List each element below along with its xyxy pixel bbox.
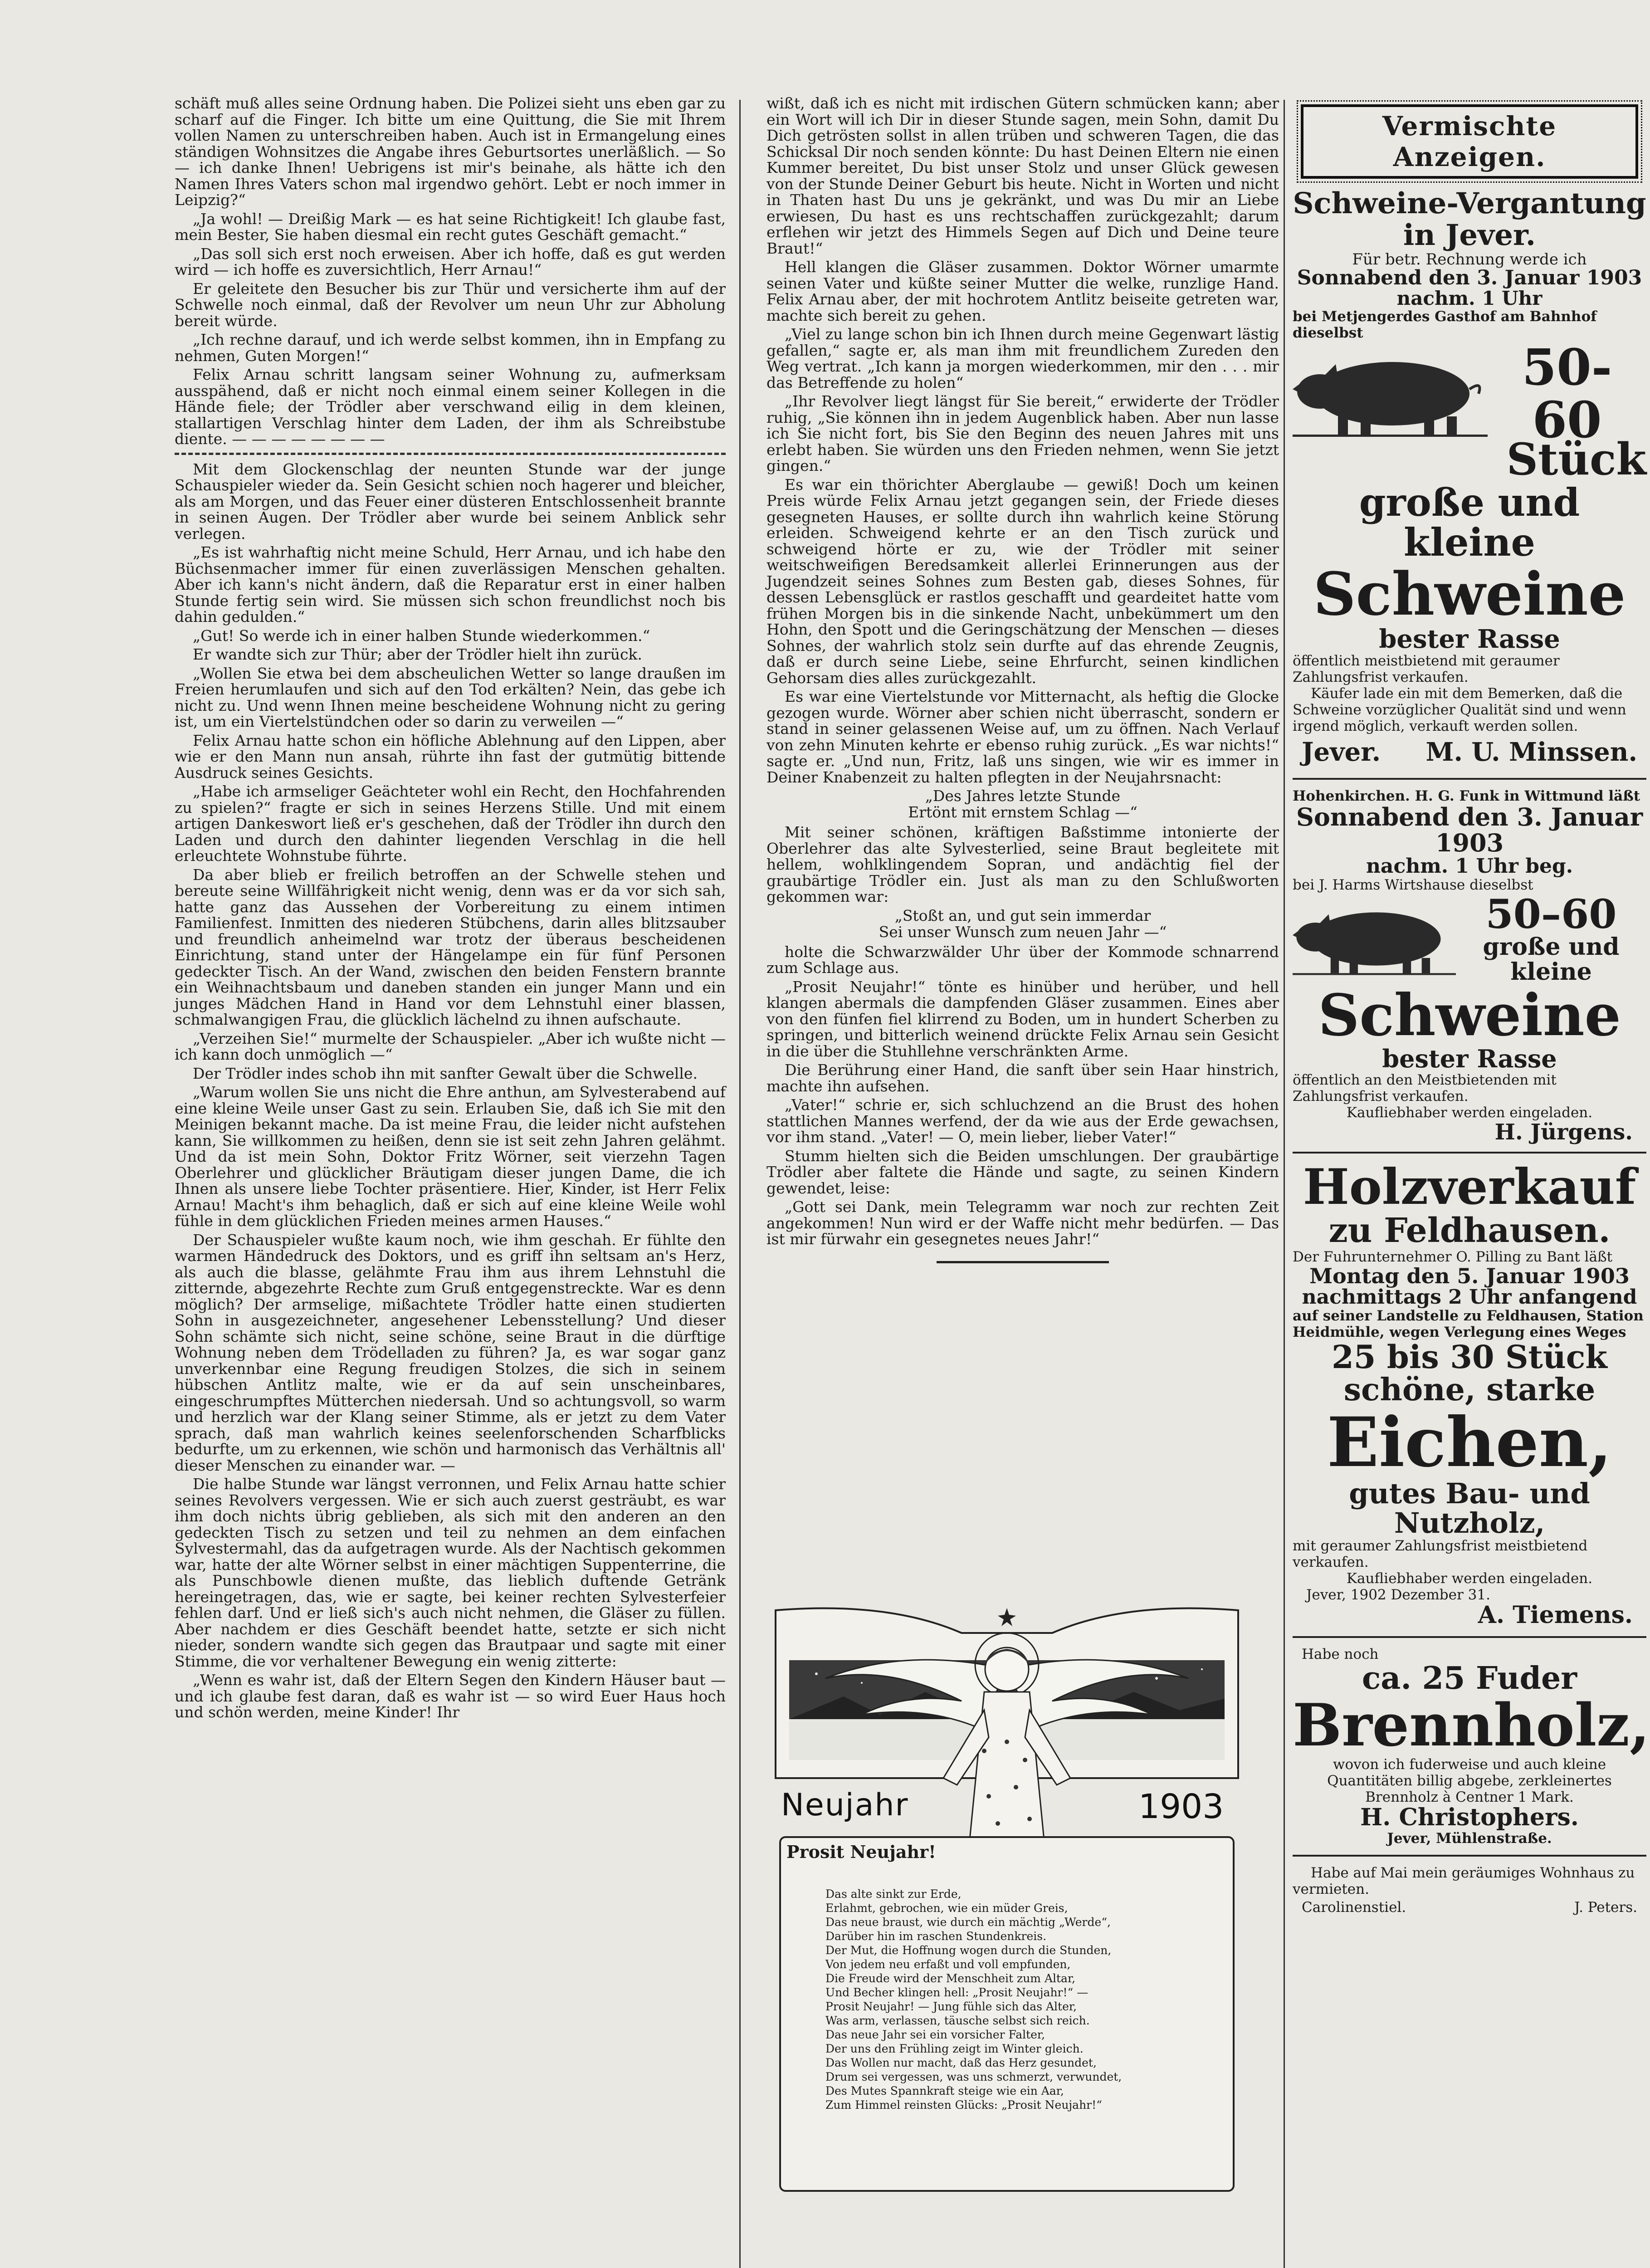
column-rule-1 [739, 100, 741, 2268]
ad2-time: nachm. 1 Uhr beg. [1366, 854, 1573, 878]
year-label-left: Neujahr [781, 1787, 909, 1823]
section-title: Vermischte Anzeigen. [1301, 104, 1638, 179]
ad3-desc: schöne, starke [1343, 1371, 1596, 1408]
year-label-right: 1903 [1138, 1787, 1224, 1826]
ad2-big-word: Schweine [1318, 982, 1621, 1049]
ad3-quality: gutes Bau- und Nutzholz, [1349, 1476, 1590, 1540]
ad-schweine-hohenkirchen [1293, 788, 1646, 1144]
ad-holzverkauf [1293, 1158, 1646, 1629]
poem-line: Von jedem neu erfaßt und voll empfunden, [825, 1958, 1071, 1971]
paragraph: Mit dem Glockenschlag der neunten Stunde war der junge Schauspieler wieder da. Sein Gesicht schien noch hagerer und bleicher, als am Morgen, und das Feuer einer düsteren Entschlossenheit brannte in seinen Augen. Der Trödler aber wurde bei seinem Anblick sehr verlegen. [175, 460, 726, 543]
newspaper-page [86, 77, 1650, 2268]
paragraph: schäft muß alles seine Ordnung haben. Die Polizei sieht uns eben gar zu scharf auf die Finger. Ich bitte um eine Quittung, die Sie mit Ihrem vollen Namen zu unterschreiben haben. Auch ist in Ermangelung eines ständigen Wohnsitzes die Angabe ihres Geburtsortes unerläßlich. — So — ich danke Ihnen! Uebrigens ist mir's beinahe, als hätte ich den Namen Ihres Vaters schon mal irgendwo gehört. Lebt er noch immer in Leipzig?“ [175, 94, 726, 209]
poem-text [825, 1887, 1225, 2112]
paragraph: Die halbe Stunde war längst verronnen, und Felix Arnau hatte schier seines Revolvers vergessen. Wie er sich auch zuerst gesträubt, es war ihm doch nichts übrig geblieben, als sich mit den anderen an den gedeckten Tisch zu setzen und teil zu nehmen an dem einfachen Sylvestermahl, das da aufgetragen wurde. Als der Nachtisch gekommen war, hatte der alte Wörner selbst in einer mächtigen Suppenterrine, die als Punschbowle dienen mußte, das lieblich duftende Getränk hereingetragen, das, wie er sagte, bei keiner rechten Sylvesterfeier fehlen darf. Und er ließ sich's auch nicht nehmen, die Gläser zu füllen. Aber nachdem er dies Geschäft beendet hatte, setzte er sich nicht nieder, sondern wandte sich gegen das Brautpaar und sagte mit einer Stimme, die vor verhaltener Bewegung ein wenig zitterte: [175, 1475, 726, 1670]
section-break [175, 453, 726, 455]
paragraph: „Vater!“ schrie er, sich schluchzend an die Brust des hohen stattlichen Mannes werfend, der da wie aus der Erde gewachsen, vor ihm stand. „Vater! — O, mein lieber, lieber Vater!“ [766, 1096, 1279, 1146]
ad4-intro: Habe noch [1302, 1646, 1379, 1662]
paragraph: „Habe ich armseliger Geächteter wohl ein Recht, den Hochfahrenden zu spielen?“ fragte er sich in seines Herzens Stille. Und mit einem artigen Dankeswort ließ er's geschehen, daß der Trödler ihn durch den Laden und durch den dahinter liegenden Verschlag in die hell erleuchtete Wohnstube führte. [175, 782, 726, 865]
verse-1 [766, 788, 1279, 821]
ad4-body: wovon ich fuderweise und auch kleine Quantitäten billig abgebe, zerkleinertes Brennholz à Centner 1 Mark. [1327, 1756, 1612, 1806]
paragraph: Mit seiner schönen, kräftigen Baßstimme intonierte der Oberlehrer das alte Sylvesterlied, seine Braut begleitete mit hellem, wohlklingendem Sopran, und andächtig fiel der graubärtige Trödler ein. Just als man zu den Schlußworten gekommen war: [766, 823, 1279, 905]
ad1-stueck: Stück [1506, 434, 1646, 485]
paragraph: „Warum wollen Sie uns nicht die Ehre anthun, am Sylvesterabend auf eine kleine Weile unser Gast zu sein. Erlauben Sie, daß ich Sie mit den Meinigen bekannt mache. Da ist meine Frau, die leider nicht aufstehen kann, Sie willkommen zu heißen, denn sie ist seit zehn Jahren gelähmt. Und da ist mein Sohn, Doktor Fritz Wörner, seit vierzehn Tagen Oberlehrer und glücklicher Bräutigam dieser jungen Dame, die ich Ihnen als unsere liebe Tochter präsentiere. Hier, Kinder, ist Herr Felix Arnau! Macht's ihm behaglich, daß er sich auf eine kleine Weile wohl fühle in dem glücklichen Frieden meines armen Hauses.“ [175, 1083, 726, 1230]
paragraph: Er geleitete den Besucher bis zur Thür und versicherte ihm auf der Schwelle noch einmal, daß der Revolver um neun Uhr zur Abholung bereit würde. [175, 279, 726, 330]
ad-divider [1293, 1636, 1646, 1638]
poem-line: Das Wollen nur macht, daß das Herz gesundet, [825, 2056, 1097, 2069]
ad2-pig-row [1293, 890, 1646, 986]
paragraph: „Prosit Neujahr!“ tönte es hinüber und herüber, und hell klangen abermals die dampfenden Gläser zusammen. Eines aber von den fünfen fiel klirrend zu Boden, um in hundert Scherben zu springen, und bitterlich weinend drückte Felix Arnau sein Gesicht in die über die Stuhllehne verschränkten Arme. [766, 978, 1279, 1060]
separator-rule [937, 1261, 1109, 1263]
article-column-2 [766, 94, 1279, 1248]
ad5-footer [1293, 1897, 1646, 1917]
poem-line: Des Mutes Spannkraft steige wie ein Aar, [825, 2084, 1064, 2097]
ad3-place: auf seiner Landstelle zu Feldhausen, Station Heidmühle, wegen Verlegung eines Weges [1293, 1308, 1644, 1341]
ad2-header: Hohenkirchen. H. G. Funk in Wittmund läßt [1293, 788, 1640, 805]
ad1-rasse: bester Rasse [1379, 624, 1560, 655]
ad3-subtitle: zu Feldhausen. [1328, 1211, 1611, 1250]
ad-schweine-jever [1293, 188, 1646, 770]
poem-line: Darüber hin im raschen Stundenkreis. [825, 1930, 1047, 1943]
poem-line: Erlahmt, gebrochen, wie ein müder Greis, [825, 1901, 1068, 1915]
verse-1-line-2: Ertönt mit ernstem Schlag —“ [908, 803, 1137, 821]
ad3-body-2: Kaufliebhaber werden eingeladen. [1346, 1570, 1593, 1587]
ad2-desc: große und kleine [1483, 933, 1620, 986]
ad4-address: Jever, Mühlenstraße. [1387, 1830, 1552, 1847]
paragraph: „Gut! So werde ich in einer halben Stunde wiederkommen.“ [193, 626, 650, 645]
ad1-pig-row [1293, 338, 1646, 449]
paragraph: „Ja wohl! — Dreißig Mark — es hat seine Richtigkeit! Ich glaube fast, mein Bester, Sie haben diesmal ein recht gutes Geschäft gemacht.“ [175, 210, 726, 244]
article-column-1 [175, 95, 726, 2268]
pig-icon [1293, 351, 1488, 437]
poem-line: Und Becher klingen hell: „Prosit Neujahr!“ — [825, 1986, 1089, 1999]
paragraph: wißt, daß ich es nicht mit irdischen Gütern schmücken kann; aber ein Wort will ich Dir in dieser Stunde sagen, mein Sohn, damit Du Dich getrösten sollst in allen trüben und schweren Tagen, die das Schicksal Dir noch senden könnte: Du hast Deinen Eltern nie einen Kummer bereitet, Du bist unser Stolz und unser Glück gewesen von der Stunde Deiner Geburt bis heute. Nicht in Worten und nicht in Thaten hast Du uns je gekränkt, und was Du mir an Liebe erwiesen, Du hast es uns rechtschaffen zurückgezahlt; darum erflehen wir jetzt des Himmels Segen auf Dich und Deine teure Braut!“ [766, 94, 1279, 257]
new-year-illustration [771, 1606, 1243, 2195]
poem-line: Zum Himmel reinsten Glücks: „Prosit Neujahr!“ [825, 2098, 1102, 2112]
ad1-big-word: Schweine [1313, 559, 1626, 629]
poem-box [780, 1837, 1234, 2191]
paragraph: Es war eine Viertelstunde vor Mitternacht, als heftig die Glocke gezogen wurde. Wörner aber schien nicht überrascht, sondern er stand in seiner gelassenen Weise auf, um zu öffnen. Nach Verlauf von zehn Minuten kehrte er ebenso ruhig zurück. „Es war nichts!“ sagte er. „Und nun, Fritz, laß uns singen, wie wir es immer in Deiner Knabenzeit zu halten pflegten in der Neujahrsnacht: [766, 688, 1279, 786]
paragraph: „Wenn es wahr ist, daß der Eltern Segen den Kindern Häuser baut — und ich glaube fest daran, daß es wahr ist — so wird Euer Haus hoch und schön werden, meine Kinder! Ihr [175, 1671, 726, 1721]
paragraph: Er wandte sich zur Thür; aber der Trödler hielt ihn zurück. [193, 645, 642, 663]
article-part-c [766, 944, 1279, 1247]
ad2-place: bei J. Harms Wirtshause dieselbst [1293, 876, 1533, 893]
paragraph: „Viel zu lange schon bin ich Ihnen durch meine Gegenwart lästig gefallen,“ sagte er, als man ihm mit freundlichem Zureden den Weg vertrat. „Ich kann ja morgen wiederkommen, mir den . . . mir das Betreffende zu holen“ [766, 325, 1279, 391]
ad5-place: Carolinenstiel. [1302, 1899, 1406, 1916]
ad1-sign-place: Jever. [1302, 737, 1381, 767]
ad3-body: mit geraumer Zahlungsfrist meistbietend verkaufen. [1293, 1538, 1588, 1571]
paragraph: holte die Schwarzwälder Uhr über der Kommode schnarrend zum Schlage aus. [766, 943, 1279, 977]
paragraph: Felix Arnau schritt langsam seiner Wohnung zu, aufmerksam ausspähend, daß er nicht noch einmal einem seiner Kollegen in die Hände fiele; der Trödler aber verschwand eilig in dem kleinen, stallartigen Verschlag hinter dem Laden, der ihm als Schreibstube diente. — — — — — — — — [175, 366, 726, 448]
paragraph: Es war ein thörichter Aberglaube — gewiß! Doch um keinen Preis würde Felix Arnau jetzt gegangen sein, der Friede dieses gesegneten Hauses, er sollte durch ihn wahrlich keine Störung erleiden. Schweigend kehrte er an den Tisch zurück und schweigend hörte er zu, wie der Trödler mit seiner weitschweifigen Beredsamkeit allerlei Erinnerungen aus der Jugendzeit seines Sohnes zum Besten gab, dieses Sohnes, für dessen Lebensglück er rastlos geschafft und geardeitet hatte vom frühen Morgen bis in die sinkende Nacht, unbekümmert um den Hohn, den Spott und die Geringschätzung der Menschen — dieses Sohnes, der wahrlich stolz sein durfte auf das ehrende Zeugnis, daß er durch seine Liebe, seine Ehrfurcht, seinen kindlichen Gehorsam dies alles zurückgezahlt. [766, 475, 1279, 687]
poem-line: Das neue braust, wie durch ein mächtig „Werde“, [825, 1916, 1111, 1929]
ad1-count: 50-60 [1522, 338, 1612, 449]
article-part-a [766, 95, 1279, 785]
verse-1-line-1: „Des Jahres letzte Stunde [925, 787, 1121, 805]
ad1-place: bei Metjengerdes Gasthof am Bahnhof dieselbst [1293, 308, 1597, 342]
ad1-time: nachm. 1 Uhr [1396, 287, 1543, 310]
ad1-signature [1293, 734, 1646, 770]
ad-divider [1293, 778, 1646, 780]
paragraph: Der Schauspieler wußte kaum noch, wie ihm geschah. Er fühlte den warmen Händedruck des Doktors, und es griff ihn seltsam an's Herz, als auch die blasse, gelähmte Frau ihm aus ihrem Lehnstuhl die zitternde, abgezehrte Rechte zum Gruß entgegenstreckte. War es denn möglich? Der armselige, mißachtete Trödler hatte einen studierten Sohn in ausgezeichneter, angesehener Lebensstellung? Und dieser Sohn schämte sich nicht, seine schöne, seine Braut in die dürftige Wohnung neben dem Trödelladen zu führen? Ja, es war sogar ganz unverkennbar eine Regung freudigen Stolzes, die sich in seinem hübschen Antlitz malte, wie er da auf sein unscheinbares, eingeschrumpftes Mütterchen niedersah. Und so achtungsvoll, so warm und herzlich war der Klang seiner Stimme, als er jetzt zu dem Vater sprach, daß man wahrlich keines seelenforschenden Scharfblicks bedurfte, um zu erkennen, wie schön und harmonisch das Verhältnis all' dieser Menschen zu einander war. — [175, 1231, 726, 1474]
paragraph: „Es ist wahrhaftig nicht meine Schuld, Herr Arnau, und ich habe den Büchsenmacher immer für einen zuverlässigen Menschen gehalten. Aber ich kann's nicht ändern, daß die Reparatur erst in einer halben Stunde fertig sein wird. Sie müssen sich schon freundlichst noch bis dahin gedulden.“ [175, 543, 726, 626]
paragraph: Felix Arnau hatte schon ein höfliche Ablehnung auf den Lippen, aber wie er den Mann nun ansah, rührte ihn fast der gutmütig bittende Ausdruck seines Gesichts. [175, 731, 726, 782]
ad3-date: Montag den 5. Januar 1903 [1309, 1263, 1630, 1288]
ad2-count: 50–60 [1485, 890, 1617, 938]
ad-divider [1293, 1152, 1646, 1154]
paragraph: Da aber blieb er freilich betroffen an der Schwelle stehen und bereute seine Willfährigkeit nicht wenig, denn was er da vor sich sah, hatte ganz das Aussehen der Vorbereitung zu einem intimen Familienfest. Inmitten des niederen Stübchens, darin alles blitzsauber und freundlich anheimelnd war trotz der überaus bescheidenen Einrichtung, stand unter der Hängelampe ein für fünf Personen gedeckter Tisch. An der Wand, zwischen den beiden Fenstern brannte ein Weihnachtsbaum und daneben standen ein junger Mann und ein junges Mädchen Hand in Hand vor dem Lehnstuhl einer blassen, schmalwangigen Frau, die glücklich lächelnd zu ihnen aufschaute. [175, 865, 726, 1028]
poem-line: Drum sei vergessen, was uns schmerzt, verwundet, [825, 2070, 1122, 2083]
ad3-intro: Der Fuhrunternehmer O. Pilling zu Bant läßt [1293, 1248, 1613, 1265]
ad3-title: Holzverkauf [1303, 1158, 1636, 1216]
poem-line: Was arm, verlassen, täusche selbst sich reich. [825, 2014, 1090, 2027]
ad4-signature: H. Christophers. [1360, 1804, 1579, 1832]
ad1-body: öffentlich meistbietend mit geraumer Zahlungsfrist verkaufen. [1293, 653, 1560, 686]
ad1-desc: große und kleine [1359, 480, 1580, 565]
paragraph: „Wollen Sie etwa bei dem abscheulichen Wetter so lange draußen im Freien herumlaufen und sich auf den Tod erkälten? Nein, das gebe ich nicht zu. Und wenn Ihnen meine bescheidene Wohnung nicht zu gering ist, um ein Viertelstündchen oder so darin zu verweilen —“ [175, 664, 726, 730]
poem-line: Der Mut, die Hoffnung wogen durch die Stunden, [825, 1944, 1112, 1957]
ad1-sign-name: M. U. Minssen. [1425, 737, 1637, 767]
ad5-signature: J. Peters. [1574, 1899, 1637, 1916]
verse-2 [766, 908, 1279, 940]
ad4-count: ca. 25 Fuder [1362, 1660, 1577, 1696]
paragraph: „Gott sei Dank, mein Telegramm war noch zur rechten Zeit angekommen! Nun wird er der Waffe nicht mehr bedürfen. — Das ist mir fürwahr ein gesegnetes neues Jahr!“ [766, 1198, 1279, 1248]
ad2-body-2: Kaufliebhaber werden eingeladen. [1346, 1105, 1593, 1121]
poem-line: Prosit Neujahr! — Jung fühle sich das Alter, [825, 2000, 1077, 2013]
paragraph: Hell klangen die Gläser zusammen. Doktor Wörner umarmte seinen Vater und küßte seiner Mutter die welke, runzlige Hand. Felix Arnau aber, der mit hochrotem Antlitz beiseite getreten war, machte sich bereit zu gehen. [766, 258, 1279, 324]
paragraph: „Ihr Revolver liegt längst für Sie bereit,“ erwiderte der Trödler ruhig, „Sie können ihn in jedem Augenblick haben. Aber nun lasse ich Sie nicht fort, bis Sie den Beginn des neuen Jahres mit uns erlebt haben. Sie würden uns den Frieden nehmen, wenn Sie jetzt gingen.“ [766, 392, 1279, 474]
ad-wohnhaus [1293, 1865, 1646, 1917]
ad2-signature: H. Jürgens. [1494, 1119, 1633, 1145]
ad1-body-2: Käufer lade ein mit dem Bemerken, daß die Schweine vorzüglicher Qualität sind und wenn irgend möglich, verkauft werden sollen. [1293, 685, 1626, 735]
paragraph: „Das soll sich erst noch erweisen. Aber ich hoffe, daß es gut werden wird — ich hoffe es zuversichtlich, Herr Arnau!“ [175, 244, 726, 279]
ad3-big-word: Eichen, [1327, 1402, 1612, 1482]
pig-icon [1293, 900, 1456, 978]
ad4-big-word: Brennholz, [1293, 1691, 1650, 1760]
paragraph: Der Trödler indes schob ihn mit sanfter Gewalt über die Schwelle. [193, 1064, 698, 1082]
ad1-title: Schweine-Vergantung in Jever. [1293, 186, 1646, 252]
paragraph: Stumm hielten sich die Beiden umschlungen. Der graubärtige Trödler aber faltete die Hände und sagte, zu seinen Kindern gewendet, leise: [766, 1147, 1279, 1197]
poem-title: Prosit Neujahr! [786, 1842, 936, 1862]
ad3-signature: A. Tiemens. [1478, 1601, 1633, 1629]
ad-divider [1293, 1855, 1646, 1857]
ad2-rasse: bester Rasse [1382, 1044, 1557, 1074]
paragraph: Die Berührung einer Hand, die sanft über sein Haar hinstrich, machte ihn aufsehen. [766, 1061, 1279, 1095]
ad5-body: Habe auf Mai mein geräumiges Wohnhaus zu vermieten. [1293, 1864, 1635, 1897]
column-rule-2 [1284, 100, 1285, 2268]
ad2-date: Sonnabend den 3. Januar 1903 [1296, 802, 1643, 857]
poem-line: Das alte sinkt zur Erde, [825, 1887, 962, 1901]
paragraph: „Verzeihen Sie!“ murmelte der Schauspieler. „Aber ich wußte nicht — ich kann doch unmöglich —“ [175, 1029, 726, 1063]
poem-line: Der uns den Frühling zeigt im Winter gleich. [825, 2042, 1084, 2055]
ad3-dateline: Jever, 1902 Dezember 31. [1306, 1587, 1490, 1603]
ad3-count: 25 bis 30 Stück [1332, 1338, 1607, 1376]
poem-line: Die Freude wird der Menschheit zum Altar, [825, 1972, 1076, 1985]
verse-2-line-1: „Stoßt an, und gut sein immerdar [894, 906, 1151, 924]
ad1-line-1: Für betr. Rechnung werde ich [1352, 250, 1587, 269]
poem-line: Das neue Jahr sei ein vorsicher Falter, [825, 2028, 1045, 2041]
ad1-date: Sonnabend den 3. Januar 1903 [1297, 266, 1642, 289]
article-part-b [766, 824, 1279, 905]
ad3-time: nachmittags 2 Uhr anfangend [1302, 1285, 1637, 1309]
paragraph: „Ich rechne darauf, und ich werde selbst kommen, ihn in Empfang zu nehmen, Guten Morgen!“ [175, 331, 726, 365]
verse-2-line-2: Sei unser Wunsch zum neuen Jahr —“ [879, 923, 1167, 941]
ad-brennholz [1293, 1646, 1650, 1847]
advertisement-column [1293, 95, 1650, 2268]
ad2-body: öffentlich an den Meistbietenden mit Zahlungsfrist verkaufen. [1293, 1072, 1557, 1105]
